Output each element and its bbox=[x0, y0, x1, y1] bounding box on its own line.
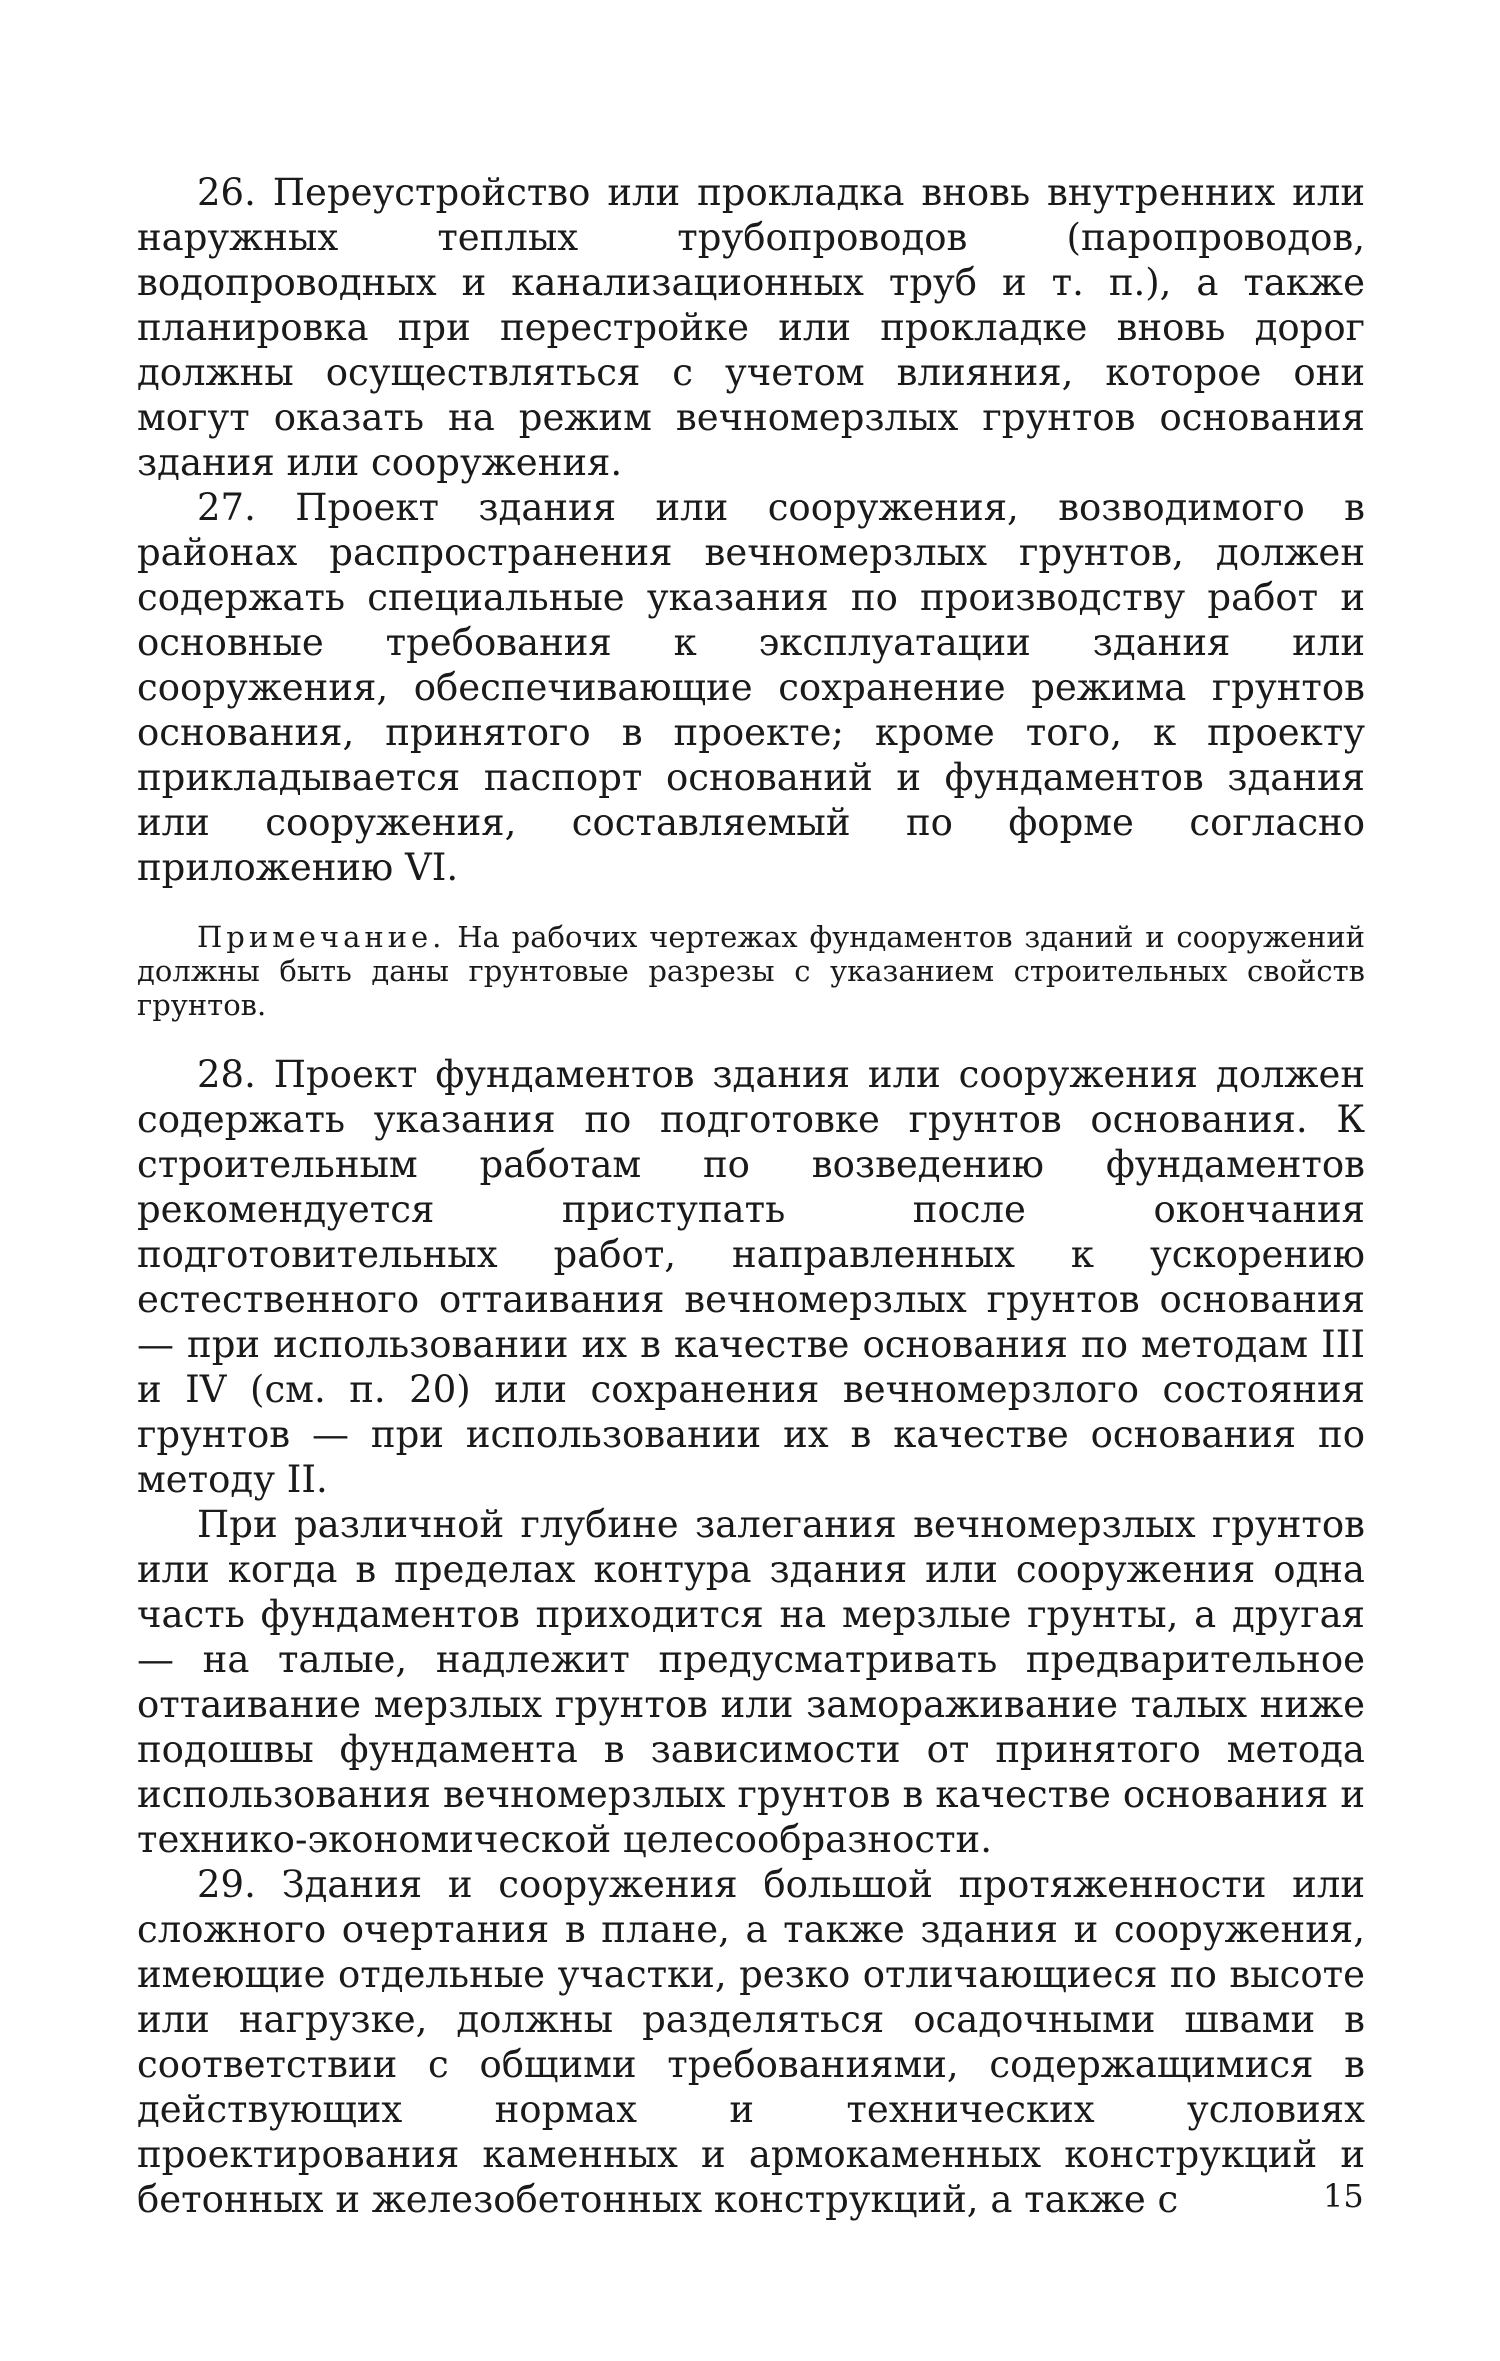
note bbox=[137, 920, 1365, 1022]
note-text: На рабочих чертежах фундаментов зданий и сооружений должны быть даны грунтовые разрезы с указанием строительных свойств грунтов. bbox=[137, 920, 1365, 1022]
paragraph-29: 29. Здания и сооружения большой протяженности или сложного очертания в плане, а также здания и сооружения, имеющие отдельные участки, резко отличающиеся по высоте или нагрузке, должны разделяться осадочными швами в соответствии с общими требованиями, содержащимися в действующих нормах и технических условиях проектирования каменных и армокаменных конструкций и бетонных и железобетонных конструкций, а также с bbox=[137, 1863, 1365, 2221]
note-label: Примечание. bbox=[197, 920, 446, 954]
paragraph-28: 28. Проект фундаментов здания или сооружения должен содержать указания по подготовке грунтов основания. К строительным работам по возведению фундаментов рекомендуется приступать после окончания подготовительных работ, направленных к ускорению естественного оттаивания вечномерзлых грунтов основания — при использовании их в качестве основания по методам III и IV (см. п. 20) или сохранения вечномерзлого состояния грунтов — при использовании их в качестве основания по методу II. bbox=[137, 1053, 1365, 1501]
paragraph-27: 27. Проект здания или сооружения, возводимого в районах распространения вечномерзлых грунтов, должен содержать специальные указания по производству работ и основные требования к эксплуатации здания или сооружения, обеспечивающие сохранение режима грунтов основания, принятого в проекте; кроме того, к проекту прикладывается паспорт оснований и фундаментов здания или сооружения, составляемый по форме согласно приложению VI. bbox=[137, 486, 1365, 889]
paragraph-26: 26. Переустройство или прокладка вновь внутренних или наружных теплых трубопроводов (паропроводов, водопроводных и канализационных труб и т. п.), а также планировка при перестройке или прокладке вновь дорог должны осуществляться с учетом влияния, которое они могут оказать на режим вечномерзлых грунтов основания здания или сооружения. bbox=[137, 171, 1365, 484]
page-number: 15 bbox=[1323, 2177, 1364, 2215]
body-text bbox=[137, 170, 1365, 2222]
paragraph-28-continued: При различной глубине залегания вечномерзлых грунтов или когда в пределах контура здания или сооружения одна часть фундаментов приходится на мерзлые грунты, а другая — на талые, надлежит предусматривать предварительное оттаивание мерзлых грунтов или замораживание талых ниже подошвы фундамента в зависимости от принятого метода использования вечномерзлых грунтов в качестве основания и технико-экономической целесообразности. bbox=[137, 1503, 1365, 1861]
